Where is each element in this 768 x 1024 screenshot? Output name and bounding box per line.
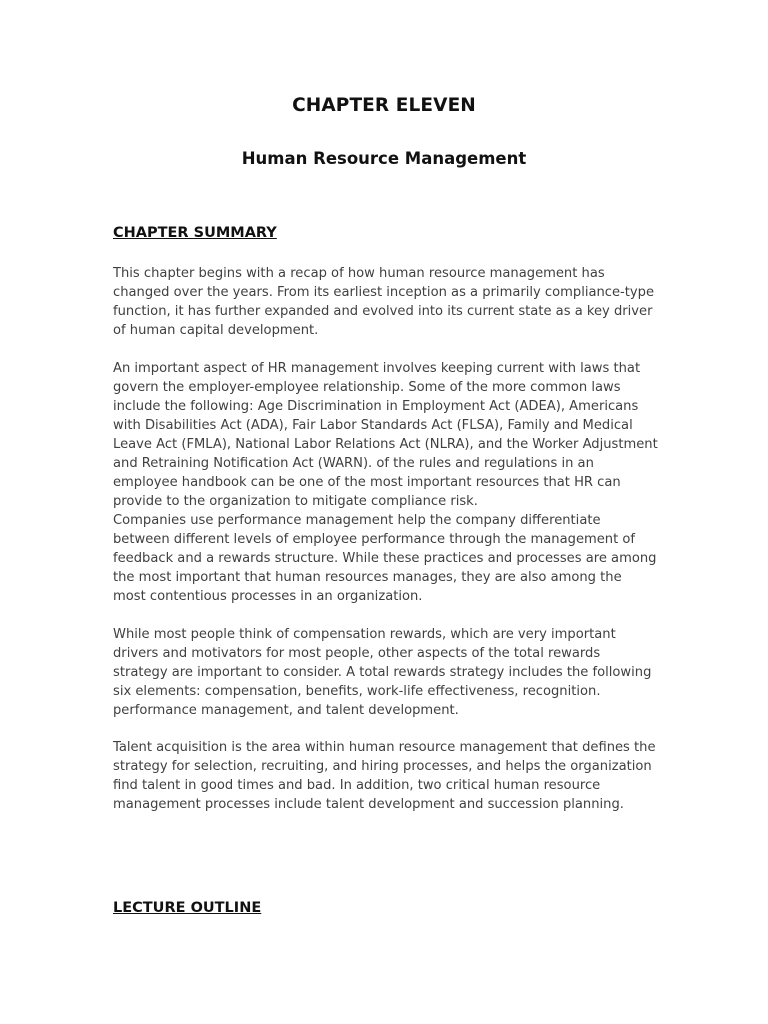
chapter-summary-heading: CHAPTER SUMMARY xyxy=(113,225,277,241)
lecture-outline-heading: LECTURE OUTLINE xyxy=(113,900,262,916)
summary-paragraph-history: This chapter begins with a recap of how human resource management has changed over the years. From its earliest inception as a primarily compliance-type function, it has further expanded and evolved into its current state as a key driver of human capital development. xyxy=(113,266,655,338)
chapter-title: CHAPTER ELEVEN xyxy=(292,95,476,116)
chapter-subtitle: Human Resource Management xyxy=(241,149,527,168)
summary-paragraph-talent: Talent acquisition is the area within human resource management that defines the strategy for selection, recruiting, and hiring processes, and helps the organization find talent in good times and bad. In addition, two critical human resource management processes include talent development and succession planning. xyxy=(113,740,656,812)
summary-paragraph-rewards: While most people think of compensation rewards, which are very important drivers and motivators for most people, other aspects of the total rewards strategy are important to consider. A total rewards strategy includes the following six elements: compensation, benefits, work-life effectiveness, recognition. performance management, and talent development. xyxy=(113,627,652,718)
summary-paragraph-performance: Companies use performance management help the company differentiate between different levels of employee performance through the management of feedback and a rewards structure. While these practices and processes are among the most important that human resources manages, they are also among the most contentious processes in an organization. xyxy=(113,513,657,604)
summary-paragraph-laws: An important aspect of HR management involves keeping current with laws that govern the employer-employee relationship. Some of the more common laws include the following: Age Discrimination in Employment Act (ADEA), Americans with Disabilities Act (ADA), Fair Labor Standards Act (FLSA), Family and Medical Leave Act (FMLA), National Labor Relations Act (NLRA), and the Worker Adjustment and Retraining Notification Act (WARN). of the rules and regulations in an employee handbook can be one of the most important resources that HR can provide to the organization to mitigate compliance risk. xyxy=(113,361,658,509)
